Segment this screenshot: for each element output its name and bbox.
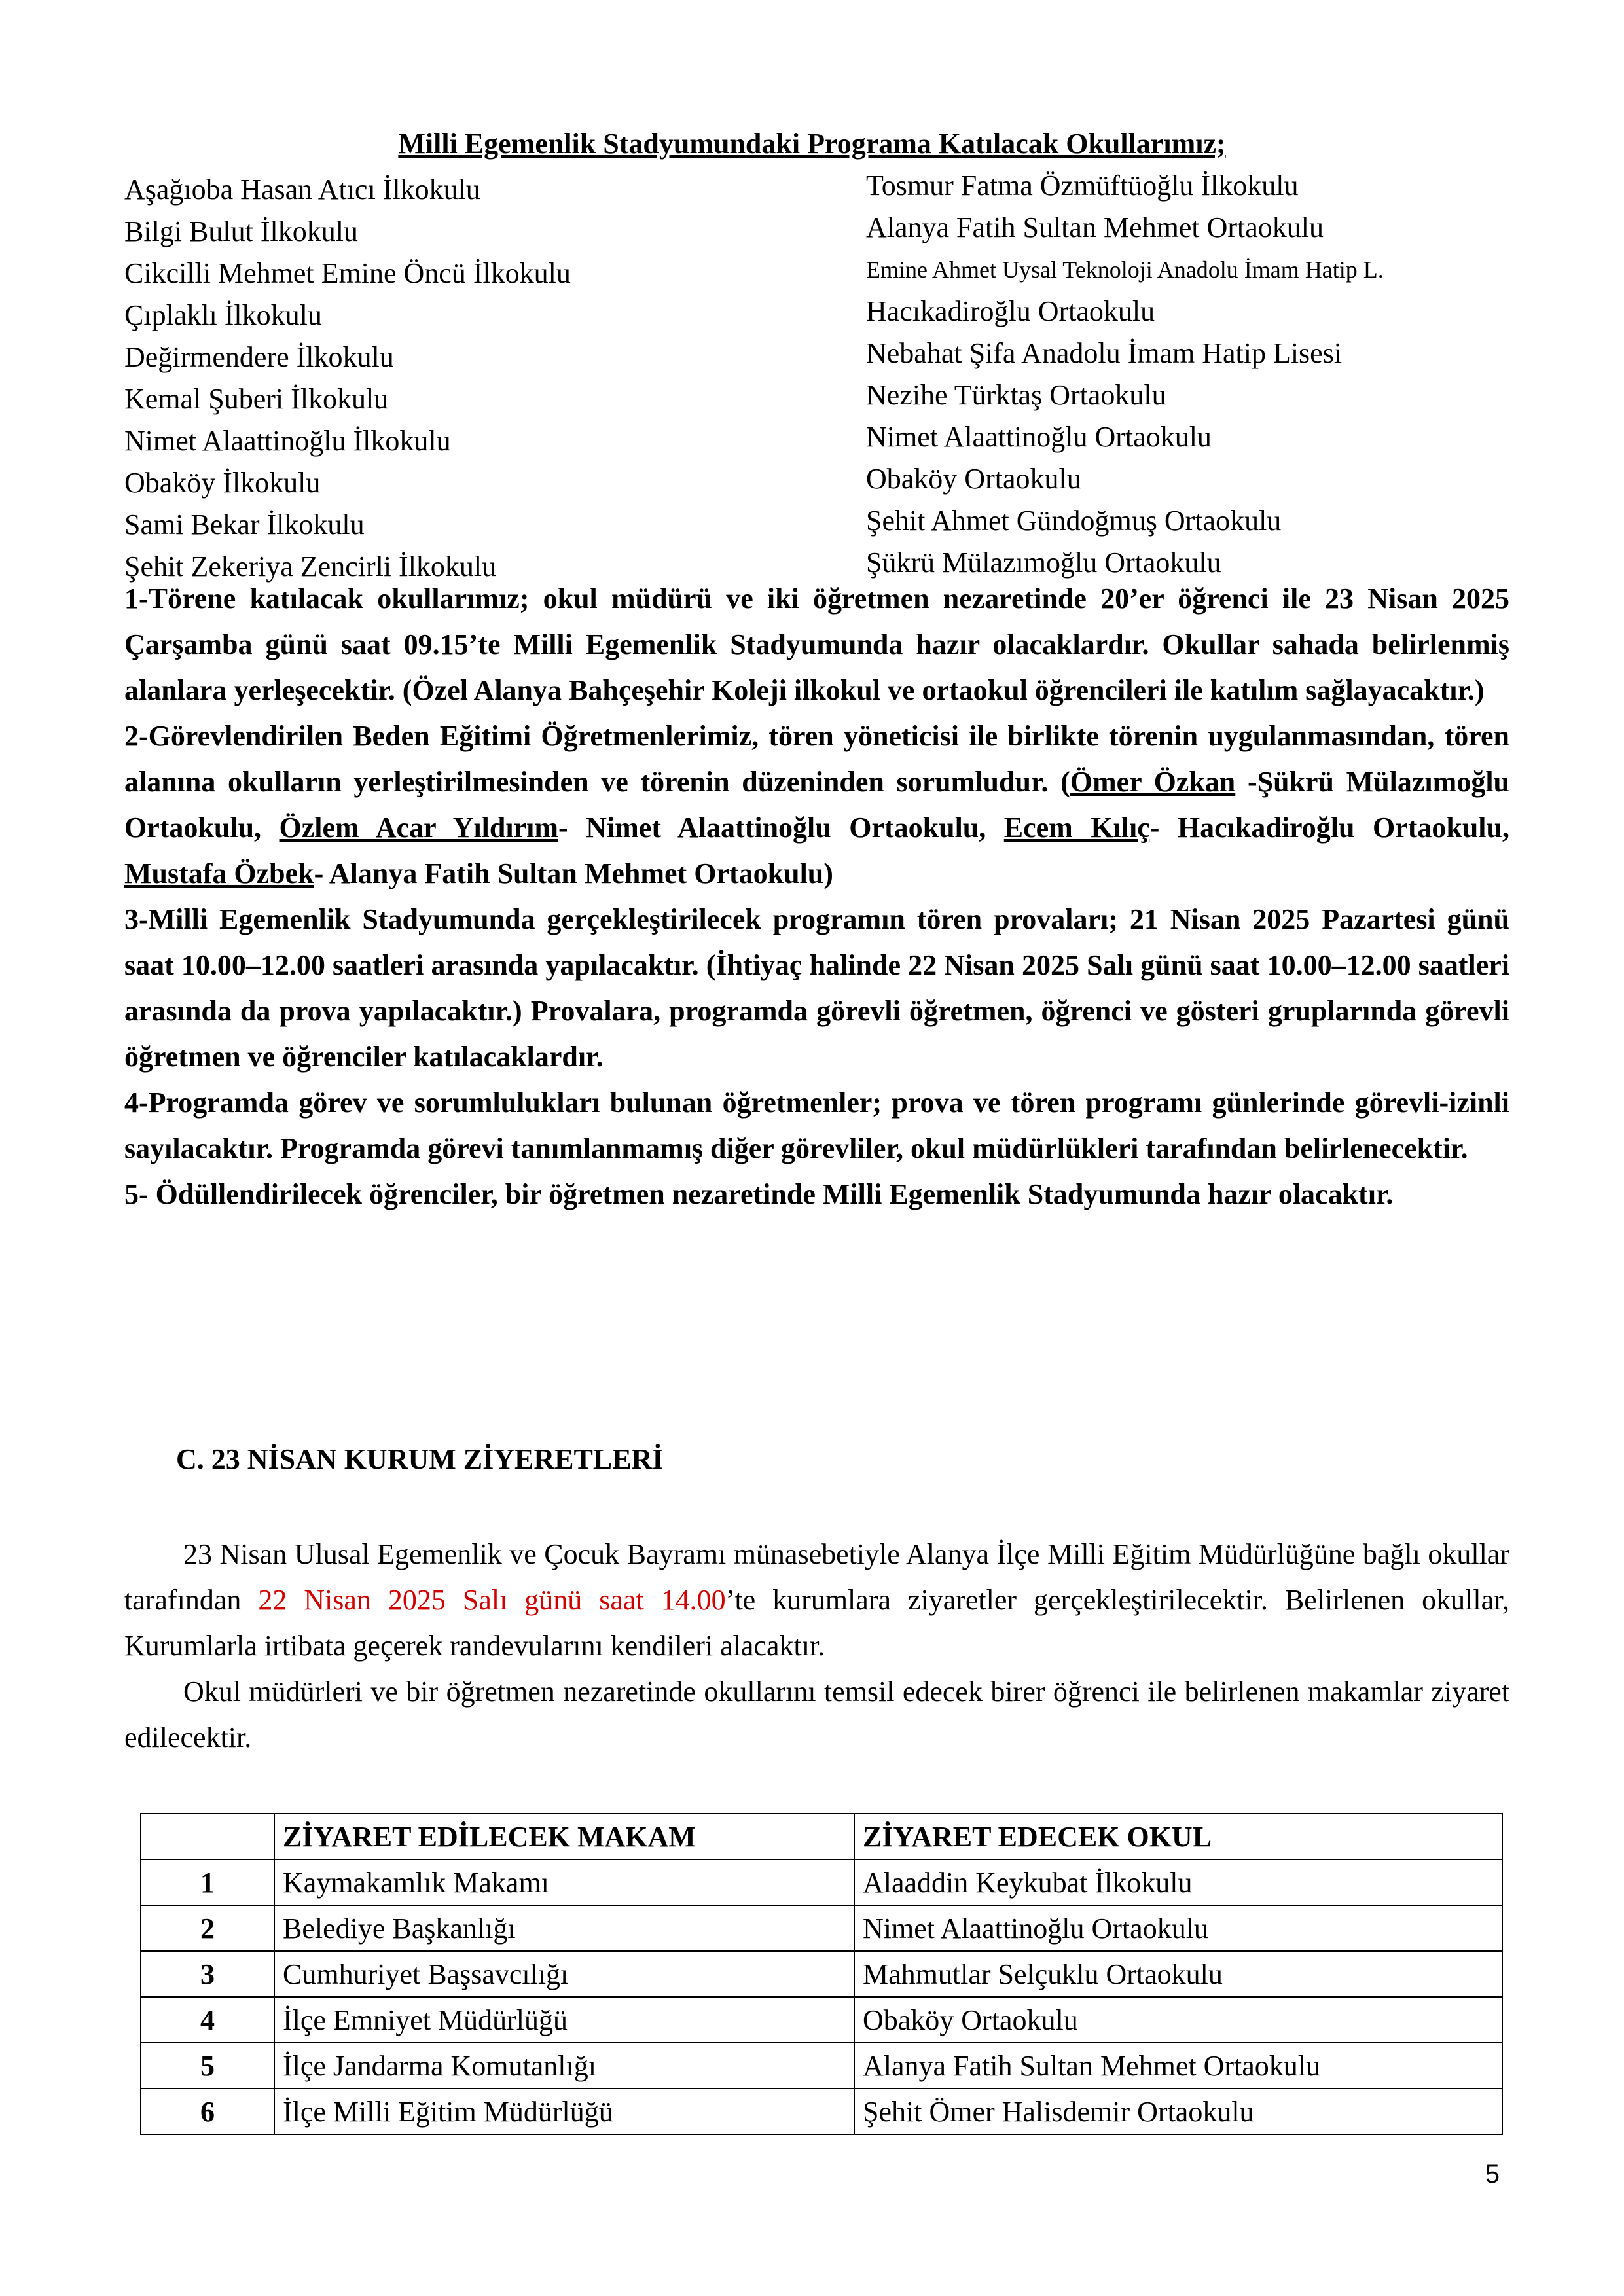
list-item: Cikcilli Mehmet Emine Öncü İlkokulu	[124, 257, 571, 289]
teacher-school: - Hacıkadiroğlu Ortaokulu,	[1149, 812, 1510, 844]
list-item: Emine Ahmet Uysal Teknoloji Anadolu İmam Hatip L.	[866, 257, 1384, 283]
list-item: Nimet Alaattinoğlu Ortaokulu	[866, 421, 1212, 453]
list-item: Sami Bekar İlkokulu	[124, 509, 365, 541]
instruction-item-2	[124, 713, 1509, 897]
list-item: Şehit Zekeriya Zencirli İlkokulu	[124, 550, 497, 583]
list-item: Çıplaklı İlkokulu	[124, 299, 322, 331]
table-row	[141, 1905, 1502, 1951]
school-cell: Şehit Ömer Halisdemir Ortaokulu	[854, 2089, 1502, 2134]
instruction-item-4: 4-Programda görev ve sorumlulukları bulunan öğretmenler; prova ve tören programı günlerinde görevli-izinli sayılacaktır. Programda görevi tanımlanmamış diğer görevliler, okul müdürlükleri tarafından belirlenecektir.	[124, 1086, 1509, 1164]
school-cell: Nimet Alaattinoğlu Ortaokulu	[854, 1905, 1502, 1951]
row-number: 3	[141, 1951, 274, 1997]
page-number: 5	[1485, 2160, 1500, 2189]
row-number: 5	[141, 2043, 274, 2089]
table-row	[141, 1997, 1502, 2043]
visit-description	[124, 1532, 1509, 1761]
list-item: Hacıkadiroğlu Ortaokulu	[866, 295, 1155, 327]
list-item: Obaköy Ortaokulu	[866, 463, 1081, 495]
list-item: Aşağıoba Hasan Atıcı İlkokulu	[124, 173, 480, 206]
visit-text: 23 Nisan Ulusal Egemenlik ve Çocuk Bayramı münasebetiyle Alanya İlçe Milli Eğitim Müdürlüğüne bağlı okullar tarafından	[124, 1538, 1509, 1616]
ceremony-instructions	[124, 576, 1509, 1217]
table-row	[141, 1951, 1502, 1997]
school-cell: Obaköy Ortaokulu	[854, 1997, 1502, 2043]
list-item: Alanya Fatih Sultan Mehmet Ortaokulu	[866, 211, 1324, 243]
table-row	[141, 2043, 1502, 2089]
section-c-heading: C. 23 NİSAN KURUM ZİYERETLERİ	[176, 1443, 664, 1475]
list-item: Tosmur Fatma Özmüftüoğlu İlkokulu	[866, 170, 1299, 202]
visit-paragraph-1	[124, 1532, 1509, 1669]
teacher-name: Özlem Acar Yıldırım	[279, 812, 558, 844]
teacher-name: Ecem Kılıç	[1003, 812, 1150, 844]
institution-cell: İlçe Emniyet Müdürlüğü	[274, 1997, 854, 2043]
school-cell: Alanya Fatih Sultan Mehmet Ortaokulu	[854, 2043, 1502, 2089]
row-number: 4	[141, 1997, 274, 2043]
institution-cell: İlçe Milli Eğitim Müdürlüğü	[274, 2089, 854, 2134]
table-header-row	[141, 1814, 1502, 1859]
table-row	[141, 2089, 1502, 2134]
table-header-cell: ZİYARET EDİLECEK MAKAM	[274, 1814, 854, 1859]
list-item: Kemal Şuberi İlkokulu	[124, 383, 389, 415]
teacher-name: Ömer Özkan	[1070, 766, 1236, 798]
list-item: Nimet Alaattinoğlu İlkokulu	[124, 425, 451, 457]
visit-text: ’te kurumlara ziyaretler gerçekleştirilecektir. Belirlenen okullar, Kurumlarla irtibata geçerek randevularını kendileri alacaktır.	[124, 1584, 1509, 1662]
institution-cell: Belediye Başkanlığı	[274, 1905, 854, 1951]
secondary-schools-list	[866, 165, 1384, 584]
list-item: Nebahat Şifa Anadolu İmam Hatip Lisesi	[866, 337, 1343, 369]
list-item: Nezihe Türktaş Ortaokulu	[866, 379, 1166, 411]
table-row	[141, 1859, 1502, 1905]
visits-table	[140, 1813, 1503, 2135]
institution-cell: İlçe Jandarma Komutanlığı	[274, 2043, 854, 2089]
institution-cell: Kaymakamlık Makamı	[274, 1859, 854, 1905]
list-item: Bilgi Bulut İlkokulu	[124, 215, 358, 247]
teacher-school: -Şükrü Mülazımoğlu Ortaokulu,	[124, 766, 1510, 844]
institution-cell: Cumhuriyet Başsavcılığı	[274, 1951, 854, 1997]
row-number: 6	[141, 2089, 274, 2134]
instruction-item-3: 3-Milli Egemenlik Stadyumunda gerçekleştirilecek programın tören provaları; 21 Nisan 2025 Pazartesi günü saat 10.00–12.00 saatleri arasında yapılacaktır. (İhtiyaç halinde 22 Nisan 2025 Salı günü saat 10.00–12.00 saatleri arasında da prova yapılacaktır.) Provalara, programda görevli öğretmen, öğrenci ve gösteri gruplarında görevli öğretmen ve öğrenciler katılacaklardır.	[124, 903, 1509, 1073]
stadium-schools-title: Milli Egemenlik Stadyumundaki Programa Katılacak Okullarımız;	[398, 128, 1226, 160]
table-header-cell	[141, 1814, 274, 1859]
teacher-school: - Nimet Alaattinoğlu Ortaokulu,	[558, 812, 1004, 844]
teacher-name: Mustafa Özbek	[124, 857, 314, 889]
school-cell: Mahmutlar Selçuklu Ortaokulu	[854, 1951, 1502, 1997]
item-2-intro: 2-Görevlendirilen Beden Eğitimi Öğretmenlerimiz, tören yöneticisi ile birlikte törenin uygulanmasından, tören alanına okulların yerleştirilmesinden ve törenin düzeninden sorumludur. (	[124, 720, 1509, 798]
list-item: Obaköy İlkokulu	[124, 467, 321, 499]
teacher-school: - Alanya Fatih Sultan Mehmet Ortaokulu)	[314, 857, 833, 889]
school-cell: Alaaddin Keykubat İlkokulu	[854, 1859, 1502, 1905]
list-item: Şükrü Mülazımoğlu Ortaokulu	[866, 547, 1221, 579]
list-item: Şehit Ahmet Gündoğmuş Ortaokulu	[866, 505, 1282, 537]
list-item: Değirmendere İlkokulu	[124, 341, 394, 373]
table-header-cell: ZİYARET EDECEK OKUL	[854, 1814, 1502, 1859]
visit-date-highlight: 22 Nisan 2025 Salı günü saat 14.00	[258, 1584, 726, 1616]
instruction-item-1: 1-Törene katılacak okullarımız; okul müdürü ve iki öğretmen nezaretinde 20’er öğrenci ile 23 Nisan 2025 Çarşamba günü saat 09.15’te Milli Egemenlik Stadyumunda hazır olacaklardır. Okullar sahada belirlenmiş alanlara yerleşecektir. (Özel Alanya Bahçeşehir Koleji ilkokul ve ortaokul öğrencileri ile katılım sağlayacaktır.)	[124, 583, 1509, 706]
row-number: 1	[141, 1859, 274, 1905]
instruction-item-5: 5- Ödüllendirilecek öğrenciler, bir öğretmen nezaretinde Milli Egemenlik Stadyumunda hazır olacaktır.	[124, 1178, 1394, 1210]
primary-schools-list	[124, 169, 571, 588]
row-number: 2	[141, 1905, 274, 1951]
visit-paragraph-2: Okul müdürleri ve bir öğretmen nezaretinde okullarını temsil edecek birer öğrenci ile belirlenen makamlar ziyaret edilecektir.	[124, 1676, 1509, 1753]
